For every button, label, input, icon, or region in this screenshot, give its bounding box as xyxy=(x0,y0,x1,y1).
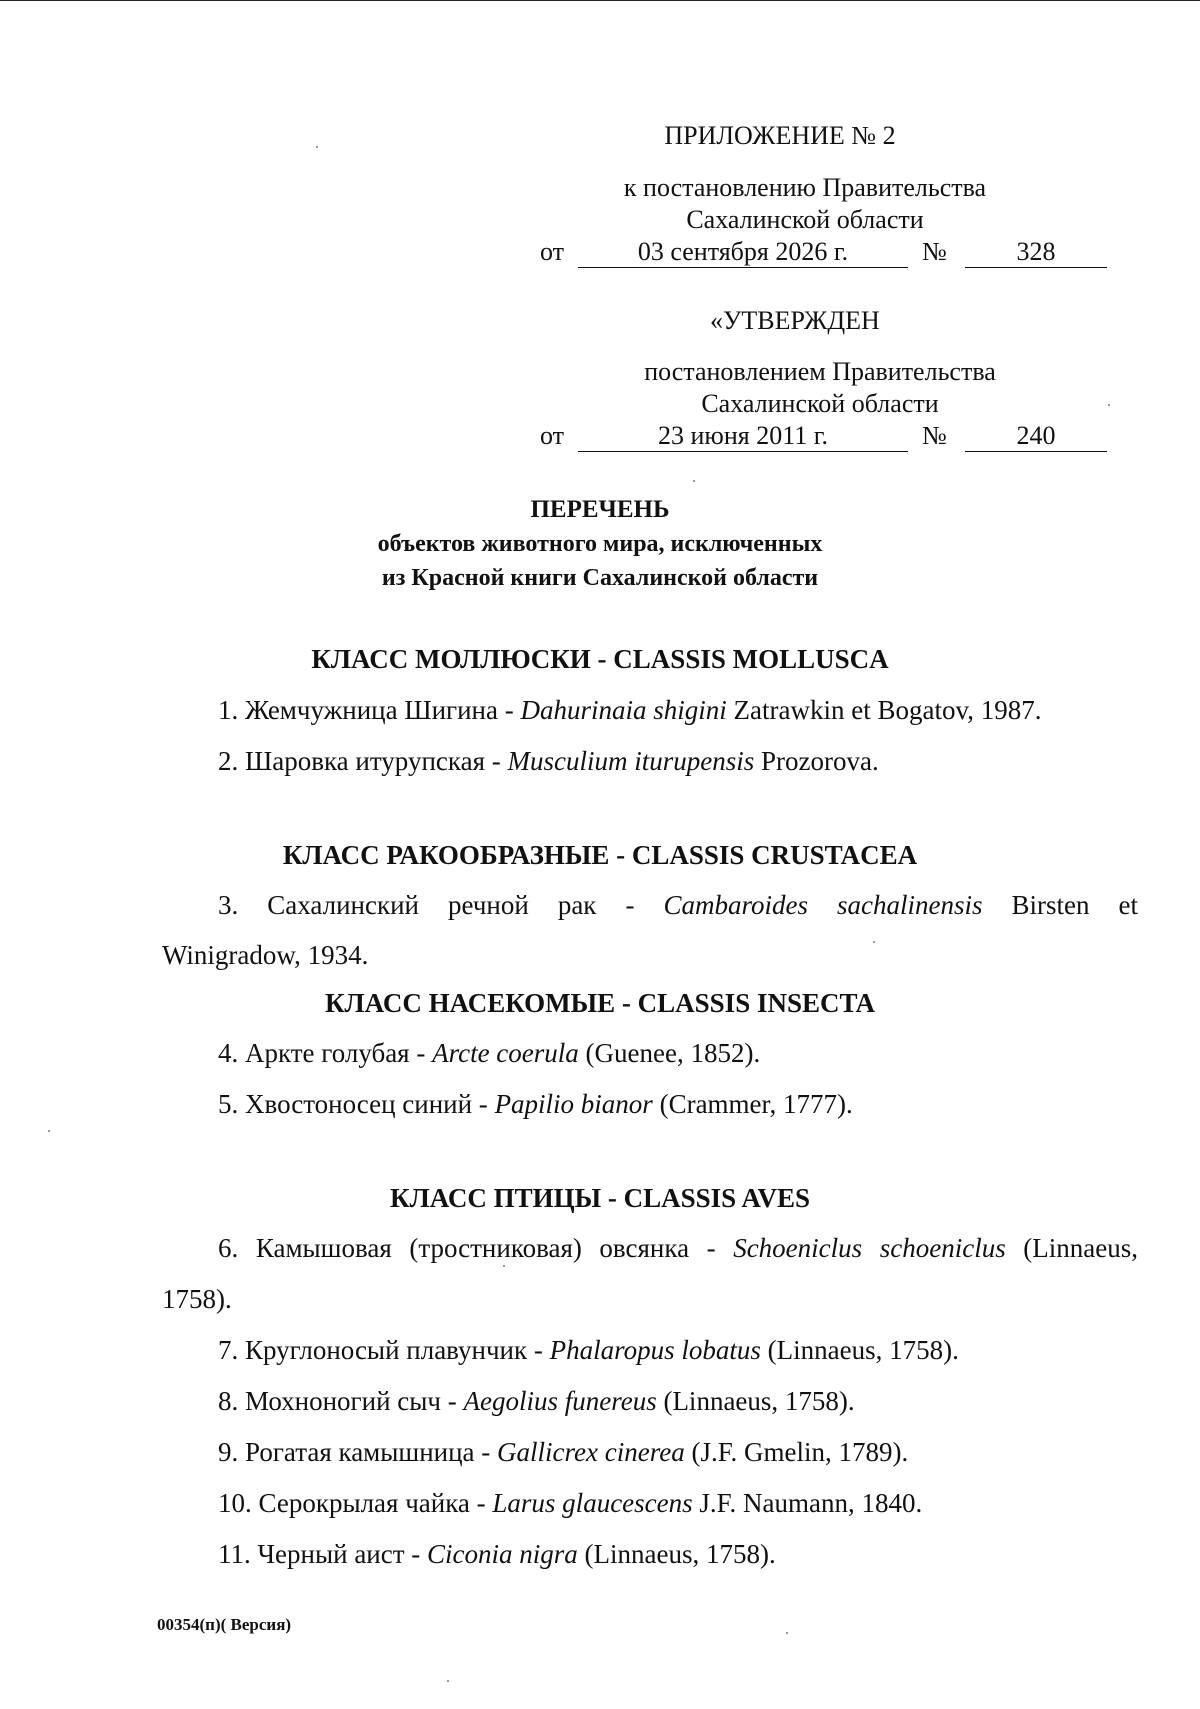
appendix-label: ПРИЛОЖЕНИЕ № 2 xyxy=(664,121,896,150)
item-author: Prozorova. xyxy=(754,746,879,776)
list-item-3-continuation: Winigradow, 1934. xyxy=(162,940,369,970)
item-latin-name: Phalaropus lobatus xyxy=(549,1335,761,1365)
item-latin-name: Larus glaucescens xyxy=(492,1488,693,1518)
item-author: (Linnaeus, 1758). xyxy=(760,1335,959,1365)
item-author: (Guenee, 1852). xyxy=(578,1038,761,1068)
section-heading-crustacea: КЛАСС РАКООБРАЗНЫЕ - CLASSIS CRUSTACEA xyxy=(282,840,918,870)
item-author: (Crammer, 1777). xyxy=(652,1089,853,1119)
section-heading-mollusca: КЛАСС МОЛЛЮСКИ - CLASSIS MOLLUSCA xyxy=(311,644,889,674)
approved-number-label: № xyxy=(922,421,947,450)
scan-speck xyxy=(873,941,875,943)
approved-number-field: 240 xyxy=(965,421,1107,452)
scan-speck xyxy=(693,480,695,482)
list-item-1 xyxy=(218,693,1041,727)
item-common-name: 4. Аркте голубая - xyxy=(218,1038,433,1068)
scan-speck xyxy=(316,146,318,148)
resolution-date-field: 03 сентября 2026 г. xyxy=(578,237,908,268)
list-item-10 xyxy=(218,1486,922,1520)
item-latin-name: Dahurinaia shigini xyxy=(520,695,727,725)
approved-by-line: постановлением Правительства xyxy=(644,357,996,386)
list-item-11 xyxy=(218,1537,776,1571)
list-item-7 xyxy=(218,1333,959,1367)
list-item-9 xyxy=(218,1435,908,1469)
item-common-name: 7. Круглоносый плавунчик - xyxy=(218,1335,550,1365)
list-item-6-continuation: 1758). xyxy=(162,1284,232,1314)
approved-date-from-label: от xyxy=(540,421,565,450)
item-latin-name: Schoeniclus schoeniclus xyxy=(733,1233,1006,1263)
list-item-2 xyxy=(218,744,879,778)
item-latin-name: Aegolius funereus xyxy=(463,1386,657,1416)
scan-speck xyxy=(786,1632,788,1634)
item-author: (Linnaeus, xyxy=(1005,1233,1139,1263)
item-common-name: 5. Хвостоносец синий - xyxy=(218,1089,495,1119)
list-item-4 xyxy=(218,1036,760,1070)
item-latin-name: Musculium iturupensis xyxy=(507,746,755,776)
item-author: J.F. Naumann, 1840. xyxy=(692,1488,923,1518)
list-item-8 xyxy=(218,1384,855,1418)
section-heading-aves: КЛАСС ПТИЦЫ - CLASSIS AVES xyxy=(390,1183,810,1213)
list-item-6 xyxy=(218,1231,1138,1265)
number-label: № xyxy=(922,237,947,266)
item-latin-name: Arcte coerula xyxy=(432,1038,579,1068)
scan-speck xyxy=(447,1680,449,1682)
item-common-name: 6. Камышовая (тростниковая) овсянка - xyxy=(218,1233,734,1263)
resolution-line: к постановлению Правительства xyxy=(623,173,987,202)
approved-label: «УТВЕРЖДЕН xyxy=(710,306,880,335)
item-latin-name: Papilio bianor xyxy=(494,1089,653,1119)
item-common-name: 2. Шаровка итурупская - xyxy=(218,746,508,776)
region-line: Сахалинской области xyxy=(686,205,924,234)
approved-region-line: Сахалинской области xyxy=(701,389,939,418)
document-subtitle-line1: объектов животного мира, исключенных xyxy=(377,531,823,557)
item-author: (Linnaeus, 1758). xyxy=(577,1539,776,1569)
approved-date-field: 23 июня 2011 г. xyxy=(578,421,908,452)
list-item-3 xyxy=(218,888,1138,922)
footer-document-code: 00354(п)( Версия) xyxy=(157,1615,292,1634)
item-author: (J.F. Gmelin, 1789). xyxy=(684,1437,909,1467)
item-common-name: 1. Жемчужница Шигина - xyxy=(218,695,521,725)
scan-speck xyxy=(1108,404,1110,406)
item-common-name: 10. Серокрылая чайка - xyxy=(218,1488,493,1518)
top-edge-line xyxy=(0,0,1200,1)
item-latin-name: Gallicrex cinerea xyxy=(497,1437,685,1467)
resolution-number-field: 328 xyxy=(965,237,1107,268)
item-common-name: 11. Черный аист - xyxy=(218,1539,428,1569)
document-title: ПЕРЕЧЕНЬ xyxy=(530,496,670,523)
document-subtitle-line2: из Красной книги Сахалинской области xyxy=(381,565,819,591)
item-common-name: 8. Мохноногий сыч - xyxy=(218,1386,464,1416)
item-latin-name: Cambaroides sachalinensis xyxy=(663,890,983,920)
item-latin-name: Ciconia nigra xyxy=(427,1539,578,1569)
item-author: Birsten et xyxy=(982,890,1138,920)
item-author: (Linnaeus, 1758). xyxy=(656,1386,855,1416)
scan-speck xyxy=(48,1130,50,1132)
item-author: Zatrawkin et Bogatov, 1987. xyxy=(726,695,1042,725)
scan-speck xyxy=(503,1265,505,1267)
section-heading-insecta: КЛАСС НАСЕКОМЫЕ - CLASSIS INSECTA xyxy=(324,988,875,1018)
date-from-label: от xyxy=(540,237,565,266)
item-common-name: 3. Сахалинский речной рак - xyxy=(218,890,664,920)
list-item-5 xyxy=(218,1087,853,1121)
item-common-name: 9. Рогатая камышница - xyxy=(218,1437,498,1467)
